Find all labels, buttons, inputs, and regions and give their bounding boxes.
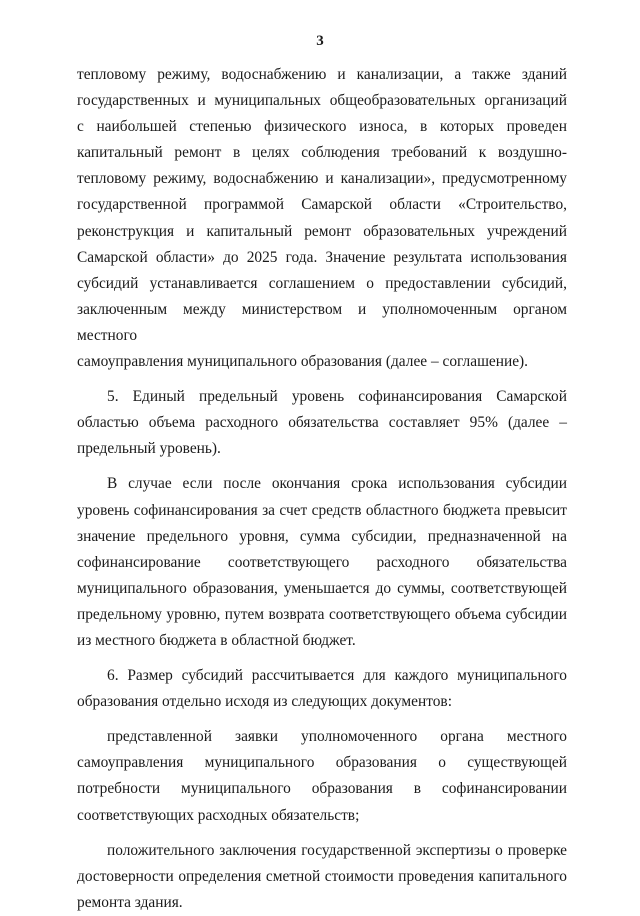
text-line: 6. Размер субсидий рассчитывается для каждого муниципального <box>107 667 567 685</box>
page-number: 3 <box>316 33 324 49</box>
text-line: положительного заключения государственной экспертизы о проверке <box>107 841 567 859</box>
text-line: субсидий устанавливается соглашением о предоставлении субсидий, <box>77 274 567 292</box>
text-line: с наибольшей степенью физического износа, в которых проведен <box>77 118 567 136</box>
document-body <box>77 62 567 916</box>
text-line: Самарской области» до 2025 года. Значение результата использования <box>77 248 567 266</box>
paragraph-gap <box>77 715 567 724</box>
text-line: областью объема расходного обязательства составляет 95% (далее – <box>77 414 567 432</box>
text-line: заключенным между министерством и уполномоченным органом местного <box>77 300 567 344</box>
text-line: образования отдельно исходя из следующих документов: <box>77 693 452 711</box>
text-line: представленной заявки уполномоченного органа местного <box>107 728 567 746</box>
text-line: достоверности определения сметной стоимости проведения капитального <box>77 867 567 885</box>
text-line: предельному уровню, путем возврата соответствующего объема субсидии <box>77 605 567 623</box>
text-line: из местного бюджета в областной бюджет. <box>77 631 356 649</box>
paragraph-gap <box>77 654 567 663</box>
text-line: капитальный ремонт в целях соблюдения требований к воздушно- <box>77 144 567 162</box>
text-line: тепловому режиму, водоснабжению и канализации», предусмотренному <box>77 170 567 188</box>
text-line: софинансирование соответствующего расходного обязательства <box>77 553 567 571</box>
paragraph-gap <box>77 462 567 471</box>
text-line: тепловому режиму, водоснабжению и канализации, а также зданий <box>77 66 567 83</box>
text-line: уровень софинансирования за счет средств областного бюджета превысит <box>77 501 567 519</box>
text-line: предельный уровень). <box>77 440 221 458</box>
text-line: 5. Единый предельный уровень софинансирования Самарской <box>107 388 567 406</box>
text-line: муниципального образования, уменьшается до суммы, соответствующей <box>77 579 567 597</box>
text-line: ремонта здания. <box>77 893 183 911</box>
text-line: реконструкция и капитальный ремонт образовательных учреждений <box>77 222 567 240</box>
text-line: соответствующих расходных обязательств; <box>77 806 360 824</box>
paragraph-gap <box>77 829 567 838</box>
text-line: самоуправления муниципального образования (далее – соглашение). <box>77 353 529 371</box>
text-line: государственной программой Самарской области «Строительство, <box>77 196 567 214</box>
paragraph-gap <box>77 375 567 384</box>
text-line: самоуправления муниципального образования о существующей <box>77 754 567 772</box>
text-line: значение предельного уровня, сумма субсидии, предназначенной на <box>77 527 567 545</box>
text-line: В случае если после окончания срока использования субсидии <box>107 475 567 493</box>
text-line: потребности муниципального образования в софинансировании <box>77 780 567 798</box>
text-line: государственных и муниципальных общеобразовательных организаций <box>77 92 567 110</box>
